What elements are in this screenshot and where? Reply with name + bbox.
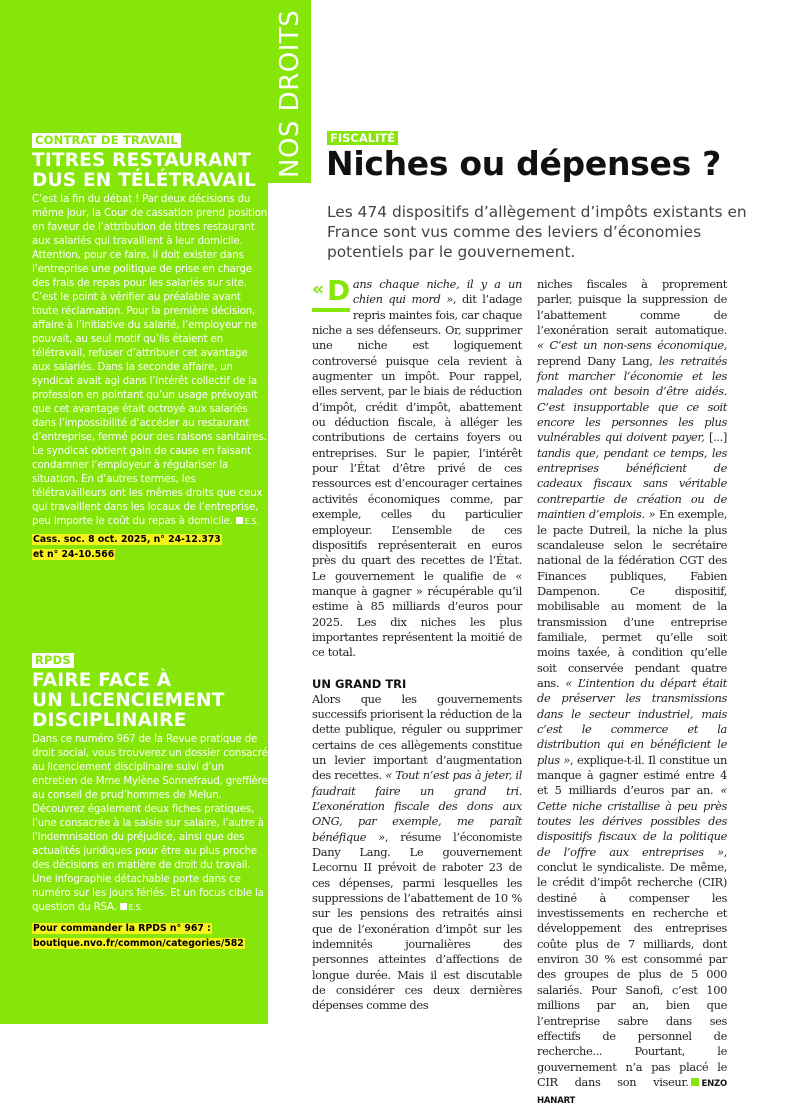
sidebar-body	[32, 733, 268, 915]
end-mark-icon	[691, 1078, 699, 1086]
article-dek: Les 474 dispositifs d’allègement d’impôts existants en France sont vus comme des leviers d’économies potentiels par le gouvernement.	[327, 203, 747, 261]
sidebar-body	[32, 193, 268, 529]
paragraph-text: , dit l’adage repris maintes fois, car chaque niche a ses défenseurs. Or, supprimer une niche est logiquement controversé puisque cela revient à augmenter un impôt. Pour rappel, elles servent, par le biais de réduction d’impôt, crédit d’impôt, abattement ou déduction fiscale, à alléger les contributions de certains foyers ou entreprises. Sur le papier, l’intérêt pour l’État d’être privé de ces ressources est d’encourager certaines activités économiques comme, par exemple, celles du particulier employeur. L’ensemble de ces dispositifs représenterait en euros près du quart des recettes de l’État. Le gouvernement le qualifie de « manque à gagner » récupérable qu’il estime à 85 milliards d’euros pour 2025. Les dix niches les plus importantes représentent la moitié de ce total.	[312, 292, 522, 660]
order-line: Pour commander la RPDS n° 967 :	[33, 923, 211, 934]
quote-text: « Cette niche cristallise à peu près toutes les dérives possibles des dispositifs fiscaux de la politique de l’offre aux entreprises »	[537, 783, 727, 859]
article-tag: FISCALITÉ	[327, 131, 398, 145]
paragraph-text: Alors que les gouvernements successifs priorisent la réduction de la dette publique, réguler ou supprimer certains de ces allègements constitue un levier important d’augmentation des recettes.	[312, 691, 522, 783]
sidebar-title	[32, 151, 268, 191]
paragraph-text: En exemple, le pacte Dutreil, la niche la plus scandaleuse selon le secrétaire national de la fédération CGT des Finances publiques, Fabien Dampenon. Ce dispositif, mobilisable au moment de la transmission d’une entreprise familiale, permet qu’elle soit moins taxée, à condition qu’elle soit conservée pendant quatre ans.	[537, 507, 727, 690]
paragraph-text: niches fiscales à proprement parler, puisque la suppression de l’abattement comme de l’exonération serait automatique.	[537, 277, 727, 338]
sidebar-body-text: Dans ce numéro 967 de la Revue pratique de droit social, vous trouverez un dossier consacré au licenciement disciplinaire suivi d’un entretien de Mme Mylène Sonnefraud, greffière au conseil de prud’hommes de Melun. Découvrez également deux fiches pratiques, l’une consacrée à la saisie sur salaire, l’autre à l’indemnisation du préjudice, ainsi que des actualités juridiques pour être au plus proche des décisions en matière de droit du travail. Une infographie détachable porte dans ce numéro sur les jours fériés. Et un focus cible la question du RSA.	[32, 734, 268, 913]
sidebar-title-line: DISCIPLINAIRE	[32, 710, 187, 731]
paragraph-text: reprend Dany Lang,	[537, 353, 659, 368]
sidebar-article-rpds	[32, 649, 268, 950]
sidebar-tag: CONTRAT DE TRAVAIL	[32, 133, 181, 148]
paragraph-text: , explique-t-il. Il constitue un manque à gagner estimé entre 4 et 5 milliards d’euros par an.	[537, 752, 727, 798]
quote-text: les retraités font marcher l’économie et les malades ont besoin d’être aidés. C’est insupportable que ce soit encore les personnes les plus vulnérables qui doivent payer,	[537, 353, 728, 445]
article-title: Niches ou dépenses ?	[326, 144, 721, 183]
article-column-2	[537, 277, 727, 1110]
section-label: NOS DROITS	[275, 9, 305, 178]
end-mark-icon	[120, 903, 127, 910]
quote-text: « C’est un non-sens économique,	[537, 338, 727, 353]
author-byline: ENZO HANART	[537, 1078, 727, 1107]
sidebar-title-line: TITRES RESTAURANT	[32, 150, 251, 171]
article-paragraph	[537, 277, 727, 1110]
paragraph-text: , conclut le syndicaliste. De même, le crédit d’impôt recherche (CIR) destiné à compenser les investissements en recherche et développement des entreprises coûte plus de 7 milliards, dont environ 30 % est consommé par des groupes de plus de 5 000 salariés. Pour Sanofi, c’est 100 millions par an, bien que l’entreprise sabre dans ses effectifs de personnel de recherche... Pourtant, le gouvernement n’a pas placé le CIR dans son viseur.	[537, 844, 727, 1089]
quote-text: « L’intention du départ était de préserver les transmissions dans le secteur industriel, mais c’est le commerce et la distribution qui en bénéficient le plus »	[537, 675, 727, 767]
sidebar-order-info	[32, 920, 268, 950]
sidebar-reference	[32, 531, 268, 561]
sidebar-title-line: DUS EN TÉLÉTRAVAIL	[32, 170, 256, 191]
sidebar-tag: RPDS	[32, 653, 74, 668]
reference-line: Cass. soc. 8 oct. 2025, n° 24-12.373	[33, 534, 221, 545]
quote-text: « Tout n’est pas à jeter, il faudrait faire un grand tri. L’exonération fiscale des dons aux ONG, par exemple, me paraît bénéfique »	[312, 768, 522, 844]
paragraph-text: , résume l’économiste Dany Lang. Le gouvernement Lecornu II prévoit de raboter 23 de ces dépenses, parmi lesquelles les suppressions de l’abattement de 10 % sur les pensions des retraités ainsi que de l’exonération d’impôt sur les indemnités journalières des personnes atteintes d’affections de longue durée. Mais il est discutable de considérer ces deux dernières dépenses comme des	[312, 829, 523, 1013]
article-paragraph	[312, 692, 522, 1014]
article-paragraph	[312, 274, 522, 661]
sidebar-signature: E.S.	[244, 517, 259, 526]
article-column-1	[312, 274, 523, 1014]
order-link[interactable]: boutique.nvo.fr/common/categories/582	[33, 938, 244, 949]
sidebar-title	[32, 671, 268, 731]
drop-cap-letter: D	[327, 274, 350, 307]
sidebar-article-titres-restaurant	[32, 129, 268, 561]
reference-line: et n° 24-10.566	[33, 549, 115, 560]
drop-cap	[312, 274, 350, 312]
opening-quote: ans chaque niche, il y a un chien qui mord »	[352, 277, 522, 307]
paragraph-text: [...]	[704, 430, 727, 445]
end-mark-icon	[236, 517, 243, 524]
sidebar-title-line: FAIRE FACE À	[32, 670, 172, 691]
sidebar-title-line: UN LICENCIEMENT	[32, 690, 225, 711]
quote-mark-icon: «	[312, 278, 324, 300]
sidebar-body-text: C’est la fin du débat ! Par deux décisions du même jour, la Cour de cassation prend position en faveur de l’attribution de titres restaurant aux salariés qui travaillent à leur domicile. Attention, pour ce faire, il doit exister dans l’entreprise une politique de prise en charge des frais de repas pour les salariés sur site. C’est le point à vérifier au préalable avant toute réclamation. Pour la première décision, affaire à l’initiative du salarié, l’employeur ne pouvait, au seul motif qu’ils étaient en télétravail, refuser d’attribuer cet avantage aux salariés. Dans la seconde affaire, un syndicat avait agi dans l’intérêt collectif de la profession en pointant qu’un usage prévoyait que cet avantage était octroyé aux salariés dans l’impossibilité d’accéder au restaurant d’entreprise, fermé pour des raisons sanitaires. Le syndicat obtient gain de cause en faisant condamner l’employeur à régulariser la situation. En d’autres termes, les télétravailleurs ont les mêmes droits que ceux qui travaillent dans les locaux de l’entreprise, peu importe le coût du repas à domicile.	[32, 194, 268, 527]
article-subhead: UN GRAND TRI	[312, 676, 407, 691]
sidebar-signature: E.S.	[128, 903, 143, 912]
quote-text: tandis que, pendant ce temps, les entreprises bénéficient de cadeaux fiscaux sans véritable contrepartie de création ou de maintien d’emplois. »	[537, 445, 727, 522]
